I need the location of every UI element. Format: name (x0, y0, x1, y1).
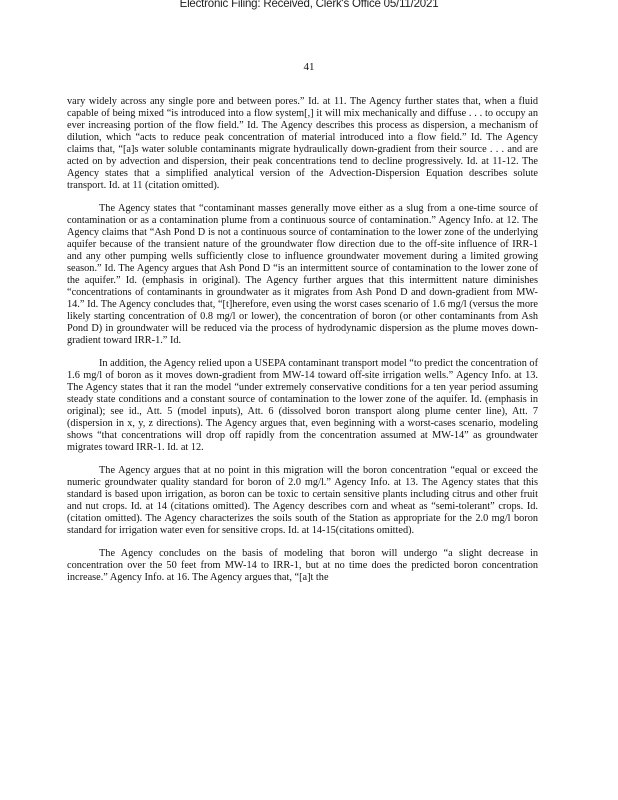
paragraph-boron-standard: The Agency argues that at no point in this migration will the boron concentration “equal or exceed the numeric groundwater quality standard for boron of 2.0 mg/l.” Agency Info. at 13. The Agency states that this standard is based upon irrigation, as boron can be toxic to certain sensitive plants including citrus and other fruit and nut crops. Id. at 14 (citations omitted). The Agency describes corn and wheat as “semi-tolerant” crops. Id. (citation omitted). The Agency characterizes the soils south of the Station as appropriate for the 2.0 mg/l boron standard for irrigation water even for sensitive crops. Id. at 14-15(citations omitted). (67, 465, 538, 536)
page-number: 41 (303, 61, 315, 73)
filing-stamp: Electronic Filing: Received, Clerk's Office 05/11/2021 (179, 0, 439, 10)
paragraph-usepa-model: In addition, the Agency relied upon a USEPA contaminant transport model “to predict the concentration of 1.6 mg/l of boron as it moves down-gradient from MW-14 toward off-site irrigation wells.” Agency Info. at 13. The Agency states that it ran the model “under extremely conservative conditions for a ten year period assuming steady state conditions and a constant source of contamination to the lower zone of the aquifer. Id. (emphasis in original); see id., Att. 5 (model inputs), Att. 6 (dissolved boron transport along plume center line), Att. 7 (dispersion in x, y, z directions). The Agency argues that, even beginning with a worst-cases scenario, modeling shows “that concentrations will drop off rapidly from the concentration assumed at MW-14” as groundwater migrates toward IRR-1. Id. at 12. (67, 358, 538, 453)
paragraph-modeling-conclusion: The Agency concludes on the basis of modeling that boron will undergo “a slight decrease in concentration over the 50 feet from MW-14 to IRR-1, but at no time does the predicted boron concentration increase.” Agency Info. at 16. The Agency argues that, “[a]t the (67, 548, 538, 583)
document-body (67, 96, 538, 595)
paragraph-dispersion-intro: vary widely across any single pore and between pores.” Id. at 11. The Agency further states that, when a fluid capable of being mixed “is introduced into a flow system[,] it will mix mechanically and diffuse . . . to occupy an ever increasing portion of the flow field.” Id. The Agency describes this process as dispersion, a mechanism of dilution, which “acts to reduce peak concentration of material introduced into a flow field.” Id. The Agency claims that, “[a]s water soluble contaminants migrate hydraulically down-gradient from their source . . . and are acted on by advection and dispersion, their peak concentrations tend to decline progressively. Id. at 11-12. The Agency states that a simplified analytical version of the Advection-Dispersion Equation describes solute transport. Id. at 11 (citation omitted). (67, 96, 538, 191)
paragraph-intermittent-source: The Agency states that “contaminant masses generally move either as a slug from a one-time source of contamination or as a contamination plume from a continuous source of contamination.” Agency Info. at 12. The Agency claims that “Ash Pond D is not a continuous source of contamination to the lower zone of the underlying aquifer because of the transient nature of the groundwater flow direction due to the off-site influence of IRR-1 and any other pumping wells sufficiently close to influence groundwater movement during a limited growing season.” Id. The Agency argues that Ash Pond D “is an intermittent source of contamination to the lower zone of the aquifer.” Id. (emphasis in original). The Agency further argues that this intermittent nature diminishes “concentrations of contaminants in groundwater as it migrates from Ash Pond D and down-gradient from MW-14.” Id. The Agency concludes that, “[t]herefore, even using the worst cases scenario of 1.6 mg/l (versus the more likely starting concentration of 0.8 mg/l or lower), the concentration of boron (or other contaminants from Ash Pond D) in groundwater will be reduced via the process of hydrodynamic dispersion as the plume moves down-gradient toward IRR-1.” Id. (67, 203, 538, 346)
